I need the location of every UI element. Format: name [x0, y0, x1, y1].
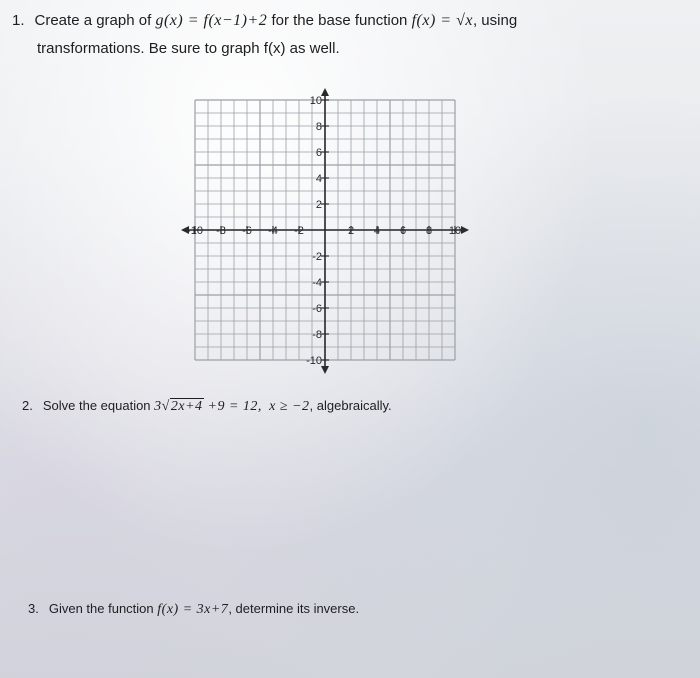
- question-3-expression: f(x) = 3x+7: [157, 602, 229, 617]
- y-tick-label: 8: [315, 121, 322, 133]
- y-tick-label: -6: [312, 303, 322, 315]
- question-3-prefix: Given the function: [48, 601, 154, 616]
- question-2-number: 2.: [22, 398, 33, 413]
- question-2: [22, 398, 392, 415]
- question-3: [28, 601, 359, 618]
- y-tick-label: 4: [315, 173, 322, 185]
- question-2-condition: x ≥ −2: [269, 399, 310, 414]
- coordinate-grid: [170, 88, 470, 378]
- x-tick-label: 8: [425, 225, 433, 237]
- y-tick-label: -4: [312, 277, 322, 289]
- x-tick-label: -4: [268, 225, 278, 237]
- x-tick-labels: [187, 225, 461, 237]
- question-1-line-1: [12, 12, 517, 30]
- y-tick-labels: [306, 95, 322, 367]
- y-axis-arrow-down: [321, 366, 329, 374]
- question-1-number: 1.: [12, 12, 25, 29]
- x-tick-label: 10: [448, 225, 462, 237]
- question-3-number: 3.: [28, 601, 39, 616]
- question-1-middle: for the base function: [271, 12, 408, 29]
- question-1-prefix: Create a graph of: [34, 12, 152, 29]
- y-tick-label: -2: [312, 251, 322, 263]
- y-tick-label: 6: [315, 147, 322, 159]
- y-axis-arrow-up: [321, 88, 329, 96]
- question-1-suffix: , using: [472, 12, 518, 29]
- x-tick-label: 4: [373, 225, 381, 237]
- question-2-suffix: , algebraically.: [309, 398, 392, 413]
- question-1-line-2: transformations. Be sure to graph f(x) as well.: [37, 40, 340, 57]
- y-tick-label: 2: [315, 199, 322, 211]
- g-expression: g(x) = f(x−1)+2: [155, 12, 268, 29]
- x-tick-label: -8: [216, 225, 226, 237]
- f-expression: f(x) = √x: [411, 12, 473, 29]
- x-tick-label: -10: [187, 225, 203, 237]
- x-tick-label: -2: [294, 225, 304, 237]
- question-2-equation: 3√2x+4 +9 = 12,: [154, 399, 262, 414]
- x-axis-arrow-right: [461, 226, 469, 234]
- question-3-suffix: , determine its inverse.: [228, 601, 360, 616]
- equation-coefficient: 3: [154, 399, 162, 414]
- x-tick-label: 2: [347, 225, 355, 237]
- equation-radicand: 2x+4: [170, 399, 203, 414]
- question-2-prefix: Solve the equation: [42, 398, 151, 413]
- y-tick-label: -10: [306, 355, 322, 367]
- x-tick-label: 6: [399, 225, 407, 237]
- equation-rest: +9 = 12,: [207, 399, 262, 414]
- x-tick-label: -6: [242, 225, 252, 237]
- y-tick-label: -8: [312, 329, 322, 341]
- y-tick-label: 10: [309, 95, 322, 107]
